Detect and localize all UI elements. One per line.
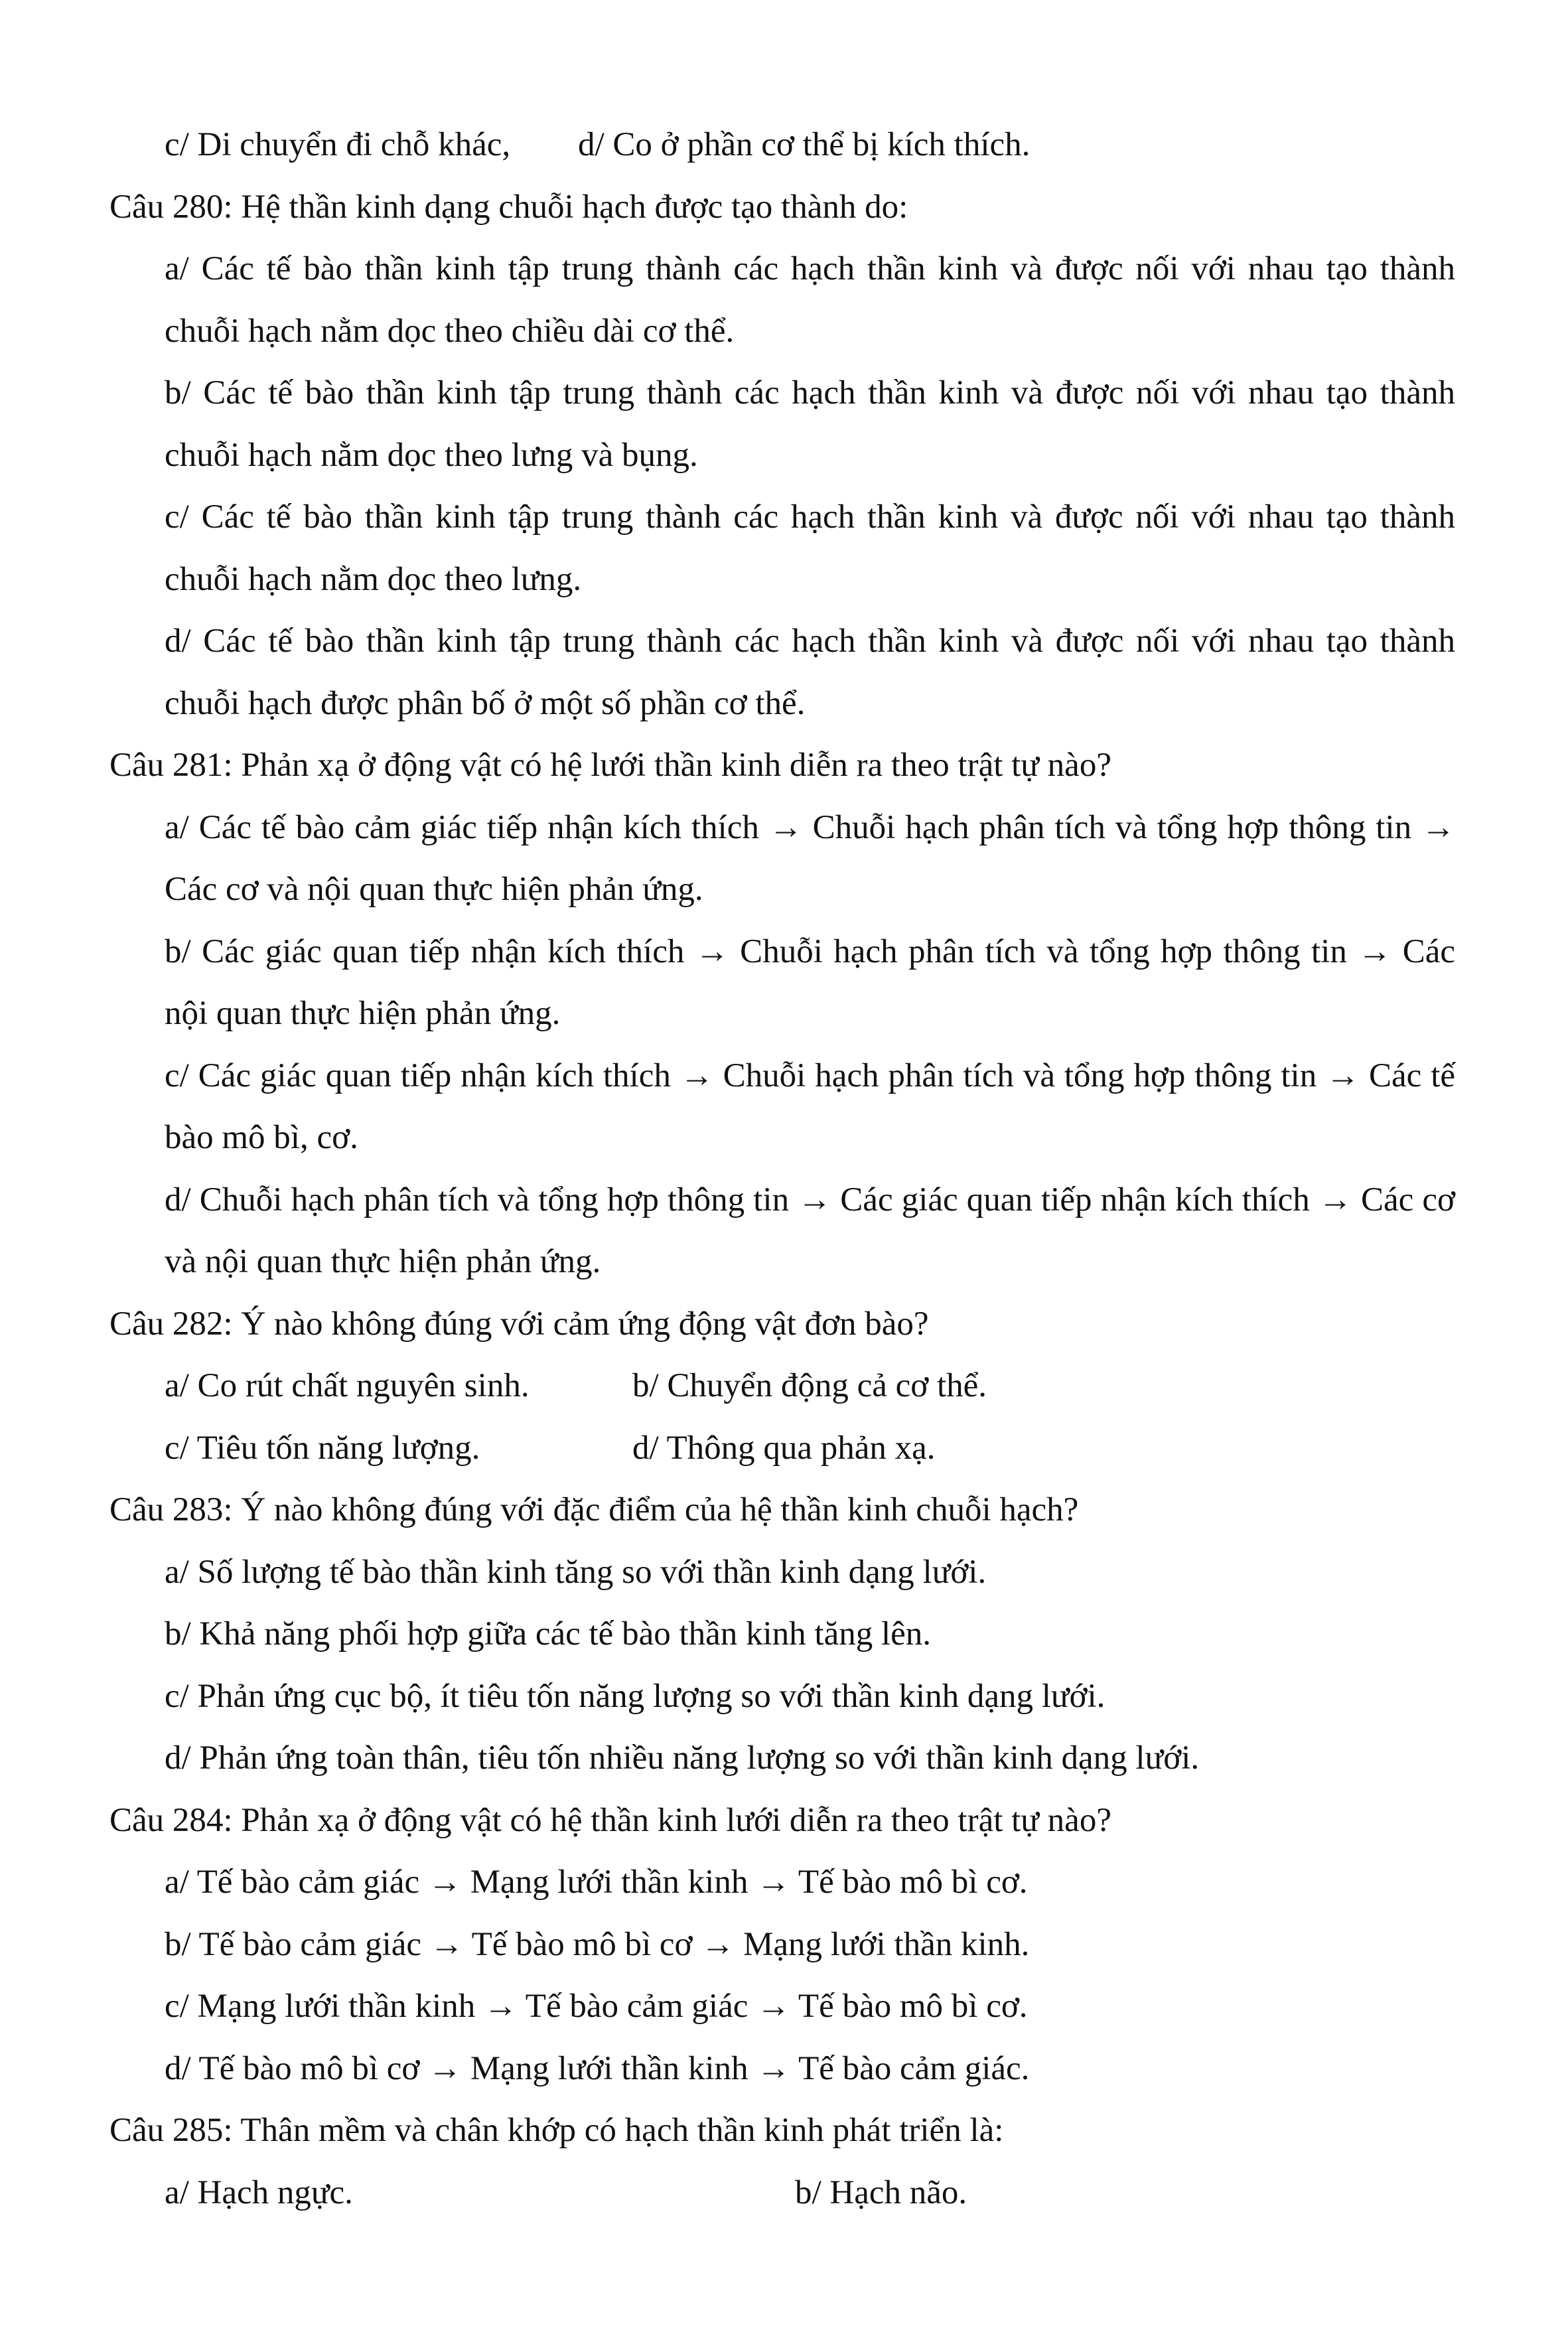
question-285: Câu 285: Thân mềm và chân khớp có hạch thần kinh phát triển là: xyxy=(109,2112,1004,2149)
question-280: Câu 280: Hệ thần kinh dạng chuỗi hạch được tạo thành do: xyxy=(109,188,908,226)
question-282: Câu 282: Ý nào không đúng với cảm ứng động vật đơn bào? xyxy=(109,1305,929,1343)
q282-row-cd xyxy=(165,1418,1568,1480)
q283-option-d: d/ Phản ứng toàn thân, tiêu tốn nhiều năng lượng so với thần kinh dạng lưới. xyxy=(165,1739,1200,1777)
q283-option-a: a/ Số lượng tế bào thần kinh tăng so với thần kinh dạng lưới. xyxy=(165,1553,987,1591)
q284-option-d: d/ Tế bào mô bì cơ → Mạng lưới thần kinh → Tế bào cảm giác. xyxy=(165,2049,1030,2087)
question-283: Câu 283: Ý nào không đúng với đặc điểm của hệ thần kinh chuỗi hạch? xyxy=(109,1491,1079,1528)
q284-option-a: a/ Tế bào cảm giác → Mạng lưới thần kinh → Tế bào mô bì cơ. xyxy=(165,1864,1028,1901)
q285-option-b: b/ Hạch não. xyxy=(795,2173,967,2211)
q285-option-a: a/ Hạch ngực. xyxy=(165,2173,353,2211)
q284-option-c: c/ Mạng lưới thần kinh → Tế bào cảm giác → Tế bào mô bì cơ. xyxy=(165,1988,1028,2025)
q281-option-c: c/ Các giác quan tiếp nhận kích thích → Chuỗi hạch phân tích và tổng hợp thông tin → Các tế bào mô bì, cơ. xyxy=(165,1057,1455,1156)
q280-option-c: c/ Các tế bào thần kinh tập trung thành các hạch thần kinh và được nối với nhau tạo thành chuỗi hạch nằm dọc theo lưng. xyxy=(165,498,1455,598)
q284-option-b: b/ Tế bào cảm giác → Tế bào mô bì cơ → Mạng lưới thần kinh. xyxy=(165,1925,1030,1963)
question-281: Câu 281: Phản xạ ở động vật có hệ lưới thần kinh diễn ra theo trật tự nào? xyxy=(109,747,1111,784)
q282-option-b: b/ Chuyển động cả cơ thể. xyxy=(632,1367,987,1404)
q281-option-a: a/ Các tế bào cảm giác tiếp nhận kích thích → Chuỗi hạch phân tích và tổng hợp thông tin → Các cơ và nội quan thực hiện phản ứng. xyxy=(165,808,1455,908)
q280-option-b: b/ Các tế bào thần kinh tập trung thành các hạch thần kinh và được nối với nhau tạo thành chuỗi hạch nằm dọc theo lưng và bụng. xyxy=(165,374,1455,474)
q281-option-b: b/ Các giác quan tiếp nhận kích thích → Chuỗi hạch phân tích và tổng hợp thông tin → Các nội quan thực hiện phản ứng. xyxy=(165,932,1455,1032)
q280-option-d: d/ Các tế bào thần kinh tập trung thành các hạch thần kinh và được nối với nhau tạo thành chuỗi hạch được phân bố ở một số phần cơ thể. xyxy=(165,623,1455,722)
q282-option-c: c/ Tiêu tốn năng lượng. xyxy=(165,1429,480,1467)
q280-option-a: a/ Các tế bào thần kinh tập trung thành các hạch thần kinh và được nối với nhau tạo thành chuỗi hạch nằm dọc theo chiều dài cơ thể. xyxy=(165,250,1455,350)
q282-option-d: d/ Thông qua phản xạ. xyxy=(632,1429,936,1467)
option-row-top xyxy=(165,114,1568,177)
q282-row-ab xyxy=(165,1355,1568,1418)
q282-option-a: a/ Co rút chất nguyên sinh. xyxy=(165,1367,530,1404)
option-c-top: c/ Di chuyển đi chỗ khác, xyxy=(165,126,511,163)
option-d-top: d/ Co ở phần cơ thể bị kích thích. xyxy=(578,126,1031,163)
q283-option-c: c/ Phản ứng cục bộ, ít tiêu tốn năng lượng so với thần kinh dạng lưới. xyxy=(165,1677,1105,1715)
q285-row-ab xyxy=(165,2162,1568,2225)
q283-option-b: b/ Khả năng phối hợp giữa các tế bào thần kinh tăng lên. xyxy=(165,1615,932,1653)
q281-option-d: d/ Chuỗi hạch phân tích và tổng hợp thông tin → Các giác quan tiếp nhận kích thích → Các cơ và nội quan thực hiện phản ứng. xyxy=(165,1181,1455,1280)
question-284: Câu 284: Phản xạ ở động vật có hệ thần kinh lưới diễn ra theo trật tự nào? xyxy=(109,1801,1111,1839)
